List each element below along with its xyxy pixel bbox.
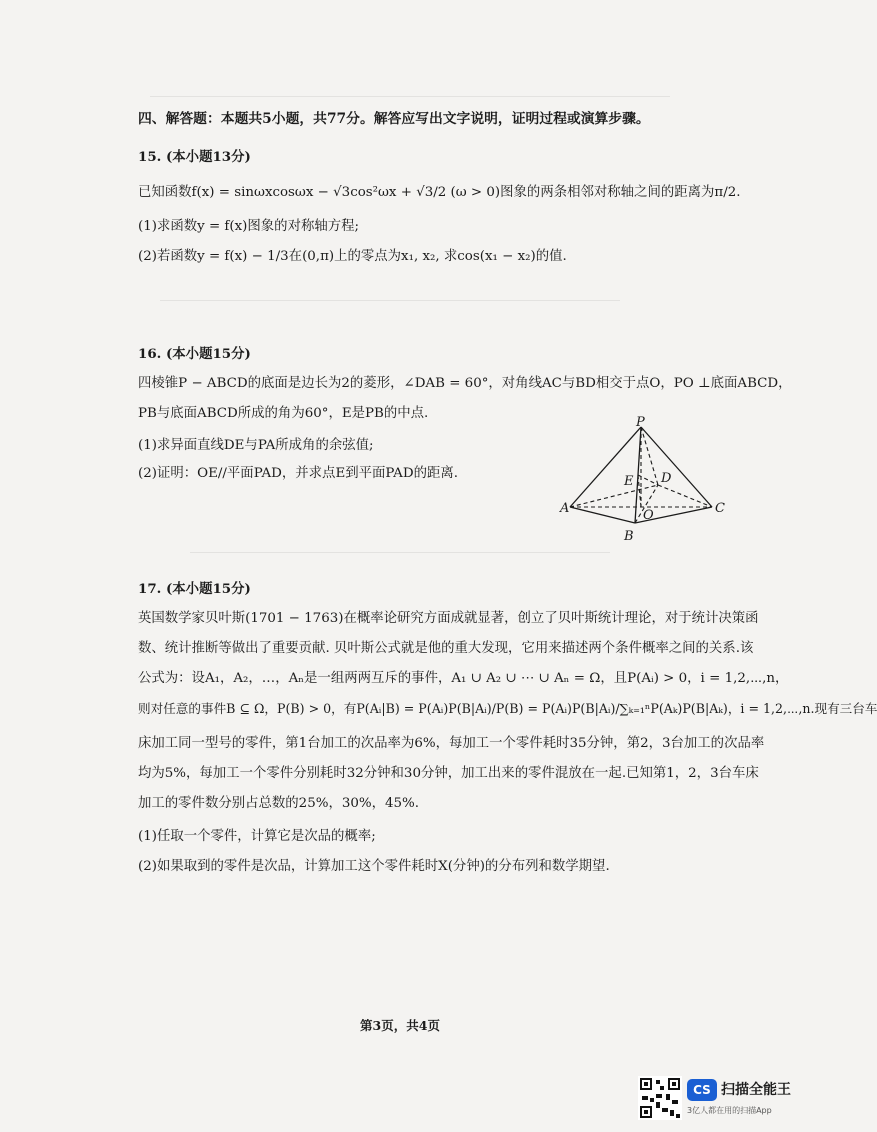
problem-17-line: 则对任意的事件B ⊆ Ω，P(B) > 0，有P(Aᵢ|B) = P(Aᵢ)P(B|Aᵢ)/P(B) = P(Aᵢ)P(B|Aᵢ)/∑ₖ₌₁ⁿP(Aₖ)P(B|Aₖ)，i = 1,2,⋯,n.现有三台车: [138, 701, 877, 716]
label-o: O: [643, 508, 654, 523]
label-a: A: [560, 501, 570, 516]
problem-16-line-1: 四棱锥P − ABCD的底面是边长为2的菱形，∠DAB = 60°，对角线AC与BD相交于点O，PO ⊥底面ABCD，: [138, 376, 792, 391]
problem-15-question-2: (2)若函数y = f(x) − 1/3在(0,π)上的零点为x₁, x₂, 求cos(x₁ − x₂)的值.: [138, 249, 567, 264]
problem-17-header: 17. (本小题15分): [138, 581, 251, 597]
problem-15-question-1: (1)求函数y = f(x)图象的对称轴方程;: [138, 219, 360, 234]
edge-ad: [570, 485, 658, 507]
edge-pa: [570, 427, 641, 507]
scanner-watermark: [638, 1076, 791, 1122]
label-e: E: [624, 474, 634, 489]
problem-17-line: 均为5%，每加工一个零件分别耗时32分钟和30分钟，加工出来的零件混放在一起.已知第1，2，3台车床: [138, 766, 759, 781]
problem-17-line: 加工的零件数分别占总数的25%，30%，45%.: [138, 796, 420, 811]
edge-pc: [641, 427, 712, 507]
label-d: D: [661, 471, 672, 486]
show-through-line: [190, 552, 610, 553]
problem-17-line: 英国数学家贝叶斯(1701 − 1763)在概率论研究方面成就显著，创立了贝叶斯统计理论，对于统计决策函: [138, 611, 759, 626]
problem-15-stem: 已知函数f(x) = sinωxcosωx − √3cos²ωx + √3/2 (ω > 0)图象的两条相邻对称轴之间的距离为π/2.: [138, 185, 741, 200]
section-heading: 四、解答题：本题共5小题，共77分。解答应写出文字说明，证明过程或演算步骤。: [138, 111, 650, 127]
problem-17-line: 公式为：设A₁，A₂，…，Aₙ是一组两两互斥的事件，A₁ ∪ A₂ ∪ ⋯ ∪ Aₙ = Ω，且P(Aᵢ) > 0，i = 1,2,⋯,n，: [138, 671, 789, 686]
problem-15-header: 15. (本小题13分): [138, 149, 251, 165]
problem-17-line: 数、统计推断等做出了重要贡献. 贝叶斯公式就是他的重大发现，它用来描述两个条件概率之间的关系.该: [138, 641, 754, 656]
watermark-title: 扫描全能王: [721, 1082, 791, 1098]
problem-16-header: 16. (本小题15分): [138, 346, 251, 362]
label-p: P: [636, 415, 645, 430]
edge-dc: [658, 485, 712, 507]
pyramid-figure: [560, 415, 730, 555]
page-footer: 第3页，共4页: [360, 1018, 440, 1033]
edge-ab: [570, 507, 635, 523]
label-c: C: [715, 501, 725, 516]
problem-16-line-2: PB与底面ABCD所成的角为60°，E是PB的中点.: [138, 406, 429, 421]
problem-16-question-2: (2)证明：OE//平面PAD，并求点E到平面PAD的距离.: [138, 466, 459, 481]
problem-16-question-1: (1)求异面直线DE与PA所成角的余弦值;: [138, 438, 374, 453]
label-b: B: [624, 529, 634, 544]
problem-17-question-1: (1)任取一个零件，计算它是次品的概率;: [138, 829, 376, 844]
watermark-subtitle: 3亿人都在用的扫描App: [687, 1106, 772, 1115]
show-through-line: [160, 300, 620, 301]
qr-code-icon: [638, 1076, 682, 1120]
problem-17-line: 床加工同一型号的零件，第1台加工的次品率为6%，每加工一个零件耗时35分钟，第2，3台加工的次品率: [138, 736, 765, 751]
show-through-line: [150, 96, 670, 97]
camscanner-logo: CS: [687, 1079, 717, 1101]
problem-17-question-2: (2)如果取到的零件是次品，计算加工这个零件耗时X(分钟)的分布列和数学期望.: [138, 859, 610, 874]
